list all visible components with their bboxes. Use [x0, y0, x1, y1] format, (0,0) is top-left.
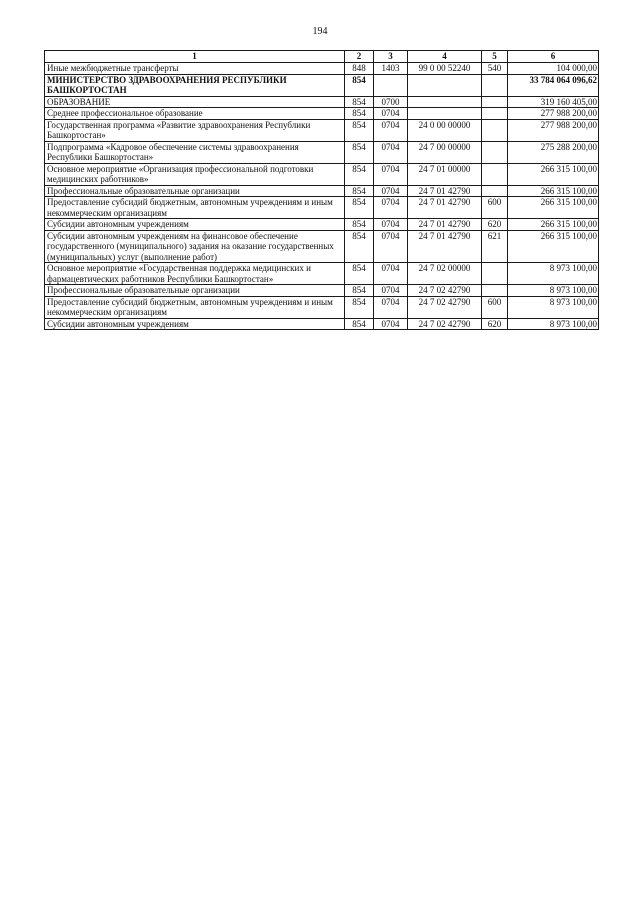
- row-ministry-code: 854: [345, 96, 374, 108]
- row-target-code: 24 7 02 42790: [408, 296, 482, 318]
- row-section-code: 0700: [374, 96, 408, 108]
- table-row: [45, 74, 599, 96]
- row-amount: 266 315 100,00: [508, 197, 599, 219]
- row-ministry-code: 854: [345, 141, 374, 163]
- table-body: [45, 63, 599, 330]
- row-ministry-code: 854: [345, 285, 374, 297]
- row-section-code: 0704: [374, 285, 408, 297]
- row-amount: 8 973 100,00: [508, 318, 599, 330]
- budget-table: [44, 50, 599, 330]
- row-name: Субсидии автономным учреждениям: [45, 318, 345, 330]
- row-target-code: 24 7 02 42790: [408, 318, 482, 330]
- row-section-code: 0704: [374, 296, 408, 318]
- header-col-3: 3: [374, 51, 408, 63]
- row-name: Предоставление субсидий бюджетным, автономным учреждениям и иным некоммерческим организациям: [45, 197, 345, 219]
- row-target-code: [408, 96, 482, 108]
- row-amount: 104 000,00: [508, 63, 599, 75]
- row-name: Государственная программа «Развитие здравоохранения Республики Башкортостан»: [45, 119, 345, 141]
- row-section-code: 0704: [374, 108, 408, 120]
- row-target-code: 24 7 01 42790: [408, 185, 482, 197]
- row-name: Основное мероприятие «Организация профессиональной подготовки медицинских работников»: [45, 163, 345, 185]
- row-expense-type-code: [482, 263, 508, 285]
- row-expense-type-code: 620: [482, 219, 508, 231]
- header-col-4: 4: [408, 51, 482, 63]
- row-section-code: 0704: [374, 318, 408, 330]
- row-ministry-code: 854: [345, 219, 374, 231]
- row-expense-type-code: [482, 96, 508, 108]
- row-name: Подпрограмма «Кадровое обеспечение системы здравоохранения Республики Башкортостан»: [45, 141, 345, 163]
- row-amount: 266 315 100,00: [508, 219, 599, 231]
- row-ministry-code: 854: [345, 263, 374, 285]
- row-amount: 277 988 200,00: [508, 108, 599, 120]
- row-amount: 266 315 100,00: [508, 185, 599, 197]
- row-name: Профессиональные образовательные организации: [45, 185, 345, 197]
- row-section-code: 0704: [374, 119, 408, 141]
- row-section-code: 0704: [374, 185, 408, 197]
- row-ministry-code: 854: [345, 108, 374, 120]
- row-ministry-code: 854: [345, 74, 374, 96]
- row-section-code: 1403: [374, 63, 408, 75]
- row-amount: 8 973 100,00: [508, 263, 599, 285]
- row-target-code: [408, 74, 482, 96]
- row-name: Субсидии автономным учреждениям: [45, 219, 345, 231]
- row-target-code: 24 7 01 42790: [408, 197, 482, 219]
- row-ministry-code: 854: [345, 318, 374, 330]
- row-name: Основное мероприятие «Государственная поддержка медицинских и фармацевтических работников Республики Башкортостан»: [45, 263, 345, 285]
- row-amount: 275 288 200,00: [508, 141, 599, 163]
- table-header-row: [45, 51, 599, 63]
- table-row: [45, 318, 599, 330]
- row-amount: 8 973 100,00: [508, 285, 599, 297]
- row-expense-type-code: [482, 285, 508, 297]
- header-col-2: 2: [345, 51, 374, 63]
- page-number: 194: [312, 26, 328, 37]
- row-name: Профессиональные образовательные организации: [45, 285, 345, 297]
- row-section-code: 0704: [374, 163, 408, 185]
- row-ministry-code: 854: [345, 119, 374, 141]
- table-row: [45, 185, 599, 197]
- row-target-code: 99 0 00 52240: [408, 63, 482, 75]
- table-row: [45, 230, 599, 263]
- table-row: [45, 285, 599, 297]
- row-ministry-code: 854: [345, 230, 374, 263]
- row-expense-type-code: [482, 108, 508, 120]
- row-expense-type-code: [482, 163, 508, 185]
- header-col-1: 1: [45, 51, 345, 63]
- row-section-code: [374, 74, 408, 96]
- row-amount: 277 988 200,00: [508, 119, 599, 141]
- row-expense-type-code: 600: [482, 296, 508, 318]
- row-expense-type-code: [482, 141, 508, 163]
- row-expense-type-code: [482, 119, 508, 141]
- row-amount: 8 973 100,00: [508, 296, 599, 318]
- table-row: [45, 96, 599, 108]
- table-row: [45, 163, 599, 185]
- row-name: Среднее профессиональное образование: [45, 108, 345, 120]
- row-amount: 266 315 100,00: [508, 163, 599, 185]
- row-ministry-code: 854: [345, 163, 374, 185]
- table-row: [45, 296, 599, 318]
- table-row: [45, 197, 599, 219]
- row-name: Иные межбюджетные трансферты: [45, 63, 345, 75]
- row-target-code: 24 7 02 00000: [408, 263, 482, 285]
- row-name: Предоставление субсидий бюджетным, автономным учреждениям и иным некоммерческим организациям: [45, 296, 345, 318]
- row-expense-type-code: 620: [482, 318, 508, 330]
- table-row: [45, 219, 599, 231]
- row-section-code: 0704: [374, 141, 408, 163]
- row-target-code: 24 7 01 42790: [408, 219, 482, 231]
- row-expense-type-code: [482, 74, 508, 96]
- row-amount: 319 160 405,00: [508, 96, 599, 108]
- row-target-code: 24 7 01 42790: [408, 230, 482, 263]
- row-ministry-code: 854: [345, 197, 374, 219]
- table-row: [45, 108, 599, 120]
- row-amount: 33 784 064 096,62: [508, 74, 599, 96]
- row-expense-type-code: [482, 185, 508, 197]
- row-section-code: 0704: [374, 219, 408, 231]
- table-row: [45, 263, 599, 285]
- row-ministry-code: 854: [345, 296, 374, 318]
- row-expense-type-code: 600: [482, 197, 508, 219]
- row-name: ОБРАЗОВАНИЕ: [45, 96, 345, 108]
- header-col-6: 6: [508, 51, 599, 63]
- row-name: Субсидии автономным учреждениям на финансовое обеспечение государственного (муниципального) задания на оказание государственных (муниципальных) услуг (выполнение работ): [45, 230, 345, 263]
- table-row: [45, 63, 599, 75]
- row-expense-type-code: 621: [482, 230, 508, 263]
- row-target-code: 24 7 01 00000: [408, 163, 482, 185]
- row-target-code: 24 7 00 00000: [408, 141, 482, 163]
- row-target-code: 24 0 00 00000: [408, 119, 482, 141]
- table-row: [45, 141, 599, 163]
- row-section-code: 0704: [374, 197, 408, 219]
- row-section-code: 0704: [374, 230, 408, 263]
- table-row: [45, 119, 599, 141]
- row-name: МИНИСТЕРСТВО ЗДРАВООХРАНЕНИЯ РЕСПУБЛИКИ БАШКОРТОСТАН: [45, 74, 345, 96]
- row-ministry-code: 854: [345, 185, 374, 197]
- row-target-code: [408, 108, 482, 120]
- row-section-code: 0704: [374, 263, 408, 285]
- row-ministry-code: 848: [345, 63, 374, 75]
- row-amount: 266 315 100,00: [508, 230, 599, 263]
- row-target-code: 24 7 02 42790: [408, 285, 482, 297]
- row-expense-type-code: 540: [482, 63, 508, 75]
- header-col-5: 5: [482, 51, 508, 63]
